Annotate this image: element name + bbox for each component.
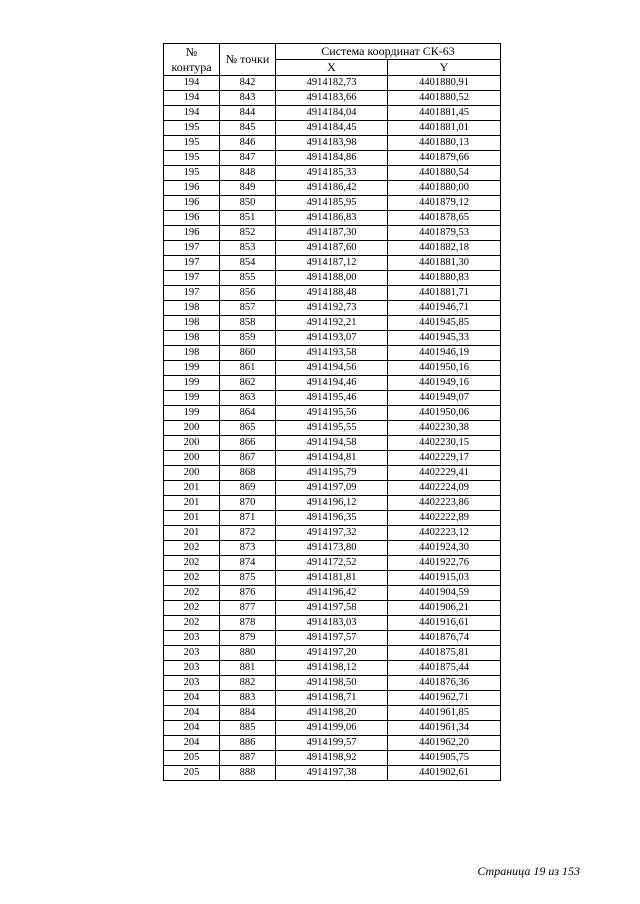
cell-y: 4401902,61 <box>388 766 501 781</box>
cell-contour: 196 <box>164 196 220 211</box>
cell-y: 4402224,09 <box>388 481 501 496</box>
cell-y: 4401961,85 <box>388 706 501 721</box>
cell-y: 4402223,12 <box>388 526 501 541</box>
table-row <box>164 421 501 436</box>
cell-x: 4914197,57 <box>276 631 388 646</box>
cell-point: 876 <box>220 586 276 601</box>
cell-y: 4401876,36 <box>388 676 501 691</box>
cell-point: 857 <box>220 301 276 316</box>
cell-point: 873 <box>220 541 276 556</box>
table-row <box>164 616 501 631</box>
header-contour-line1: № <box>185 44 198 59</box>
cell-point: 860 <box>220 346 276 361</box>
cell-contour: 195 <box>164 136 220 151</box>
cell-point: 847 <box>220 151 276 166</box>
cell-contour: 204 <box>164 736 220 751</box>
cell-x: 4914187,60 <box>276 241 388 256</box>
table-row <box>164 106 501 121</box>
table-row <box>164 241 501 256</box>
cell-point: 875 <box>220 571 276 586</box>
cell-point: 869 <box>220 481 276 496</box>
cell-x: 4914185,95 <box>276 196 388 211</box>
cell-contour: 199 <box>164 391 220 406</box>
cell-point: 885 <box>220 721 276 736</box>
cell-y: 4401880,13 <box>388 136 501 151</box>
cell-contour: 204 <box>164 691 220 706</box>
cell-contour: 201 <box>164 481 220 496</box>
cell-point: 849 <box>220 181 276 196</box>
cell-contour: 195 <box>164 166 220 181</box>
cell-y: 4402222,89 <box>388 511 501 526</box>
cell-y: 4401881,45 <box>388 106 501 121</box>
cell-point: 859 <box>220 331 276 346</box>
cell-contour: 194 <box>164 76 220 91</box>
cell-x: 4914184,45 <box>276 121 388 136</box>
cell-x: 4914192,73 <box>276 301 388 316</box>
cell-contour: 198 <box>164 316 220 331</box>
cell-contour: 198 <box>164 346 220 361</box>
cell-y: 4401924,30 <box>388 541 501 556</box>
table-row <box>164 751 501 766</box>
cell-contour: 205 <box>164 766 220 781</box>
cell-point: 861 <box>220 361 276 376</box>
table-row <box>164 211 501 226</box>
cell-x: 4914195,79 <box>276 466 388 481</box>
cell-contour: 200 <box>164 466 220 481</box>
table-row <box>164 166 501 181</box>
cell-point: 855 <box>220 271 276 286</box>
cell-x: 4914187,12 <box>276 256 388 271</box>
cell-contour: 196 <box>164 211 220 226</box>
cell-contour: 197 <box>164 286 220 301</box>
cell-point: 884 <box>220 706 276 721</box>
table-row <box>164 436 501 451</box>
table-row <box>164 586 501 601</box>
cell-point: 882 <box>220 676 276 691</box>
cell-point: 883 <box>220 691 276 706</box>
cell-y: 4401905,75 <box>388 751 501 766</box>
cell-x: 4914198,20 <box>276 706 388 721</box>
table-row <box>164 406 501 421</box>
cell-contour: 199 <box>164 406 220 421</box>
cell-x: 4914197,32 <box>276 526 388 541</box>
table-row <box>164 661 501 676</box>
cell-contour: 196 <box>164 181 220 196</box>
cell-point: 871 <box>220 511 276 526</box>
cell-x: 4914196,35 <box>276 511 388 526</box>
cell-contour: 200 <box>164 436 220 451</box>
cell-x: 4914198,92 <box>276 751 388 766</box>
cell-x: 4914185,33 <box>276 166 388 181</box>
cell-point: 877 <box>220 601 276 616</box>
cell-point: 881 <box>220 661 276 676</box>
cell-x: 4914197,09 <box>276 481 388 496</box>
table-row <box>164 271 501 286</box>
cell-y: 4401949,07 <box>388 391 501 406</box>
table-row <box>164 571 501 586</box>
table-body <box>164 76 501 781</box>
cell-y: 4401875,44 <box>388 661 501 676</box>
table-row <box>164 601 501 616</box>
table-row <box>164 691 501 706</box>
table-row <box>164 631 501 646</box>
cell-y: 4401881,01 <box>388 121 501 136</box>
cell-y: 4401882,18 <box>388 241 501 256</box>
cell-x: 4914198,12 <box>276 661 388 676</box>
cell-x: 4914194,56 <box>276 361 388 376</box>
cell-contour: 205 <box>164 751 220 766</box>
table-row <box>164 376 501 391</box>
cell-contour: 204 <box>164 721 220 736</box>
cell-x: 4914181,81 <box>276 571 388 586</box>
table-row <box>164 466 501 481</box>
table-row <box>164 346 501 361</box>
cell-point: 886 <box>220 736 276 751</box>
cell-point: 845 <box>220 121 276 136</box>
table-row <box>164 361 501 376</box>
cell-y: 4401878,65 <box>388 211 501 226</box>
table-row <box>164 91 501 106</box>
table-row <box>164 316 501 331</box>
cell-point: 848 <box>220 166 276 181</box>
cell-contour: 202 <box>164 601 220 616</box>
cell-x: 4914196,42 <box>276 586 388 601</box>
cell-point: 856 <box>220 286 276 301</box>
cell-contour: 204 <box>164 706 220 721</box>
table-row <box>164 481 501 496</box>
cell-y: 4401881,30 <box>388 256 501 271</box>
cell-y: 4401879,12 <box>388 196 501 211</box>
cell-y: 4401922,76 <box>388 556 501 571</box>
table-row <box>164 76 501 91</box>
cell-point: 879 <box>220 631 276 646</box>
cell-point: 843 <box>220 91 276 106</box>
cell-x: 4914199,06 <box>276 721 388 736</box>
table-row <box>164 721 501 736</box>
cell-point: 866 <box>220 436 276 451</box>
cell-x: 4914197,38 <box>276 766 388 781</box>
header-point: № точки <box>220 44 276 76</box>
cell-contour: 197 <box>164 271 220 286</box>
table-row <box>164 676 501 691</box>
cell-x: 4914192,21 <box>276 316 388 331</box>
table-row <box>164 196 501 211</box>
cell-y: 4401880,52 <box>388 91 501 106</box>
cell-y: 4401881,71 <box>388 286 501 301</box>
table-row <box>164 136 501 151</box>
cell-point: 870 <box>220 496 276 511</box>
cell-contour: 201 <box>164 496 220 511</box>
table-row <box>164 646 501 661</box>
table-row <box>164 541 501 556</box>
header-coordinate-system: Система координат СК-63 <box>276 44 501 60</box>
cell-contour: 203 <box>164 661 220 676</box>
cell-x: 4914184,04 <box>276 106 388 121</box>
cell-point: 846 <box>220 136 276 151</box>
cell-x: 4914197,20 <box>276 646 388 661</box>
cell-x: 4914184,86 <box>276 151 388 166</box>
cell-y: 4401950,16 <box>388 361 501 376</box>
cell-x: 4914187,30 <box>276 226 388 241</box>
cell-point: 887 <box>220 751 276 766</box>
cell-contour: 199 <box>164 361 220 376</box>
cell-point: 851 <box>220 211 276 226</box>
cell-contour: 196 <box>164 226 220 241</box>
table-row <box>164 496 501 511</box>
cell-point: 854 <box>220 256 276 271</box>
cell-x: 4914193,07 <box>276 331 388 346</box>
table-row <box>164 256 501 271</box>
cell-y: 4401946,71 <box>388 301 501 316</box>
cell-contour: 203 <box>164 676 220 691</box>
cell-y: 4402229,17 <box>388 451 501 466</box>
cell-x: 4914188,48 <box>276 286 388 301</box>
cell-y: 4401915,03 <box>388 571 501 586</box>
cell-point: 852 <box>220 226 276 241</box>
table-row <box>164 151 501 166</box>
cell-contour: 197 <box>164 256 220 271</box>
cell-point: 878 <box>220 616 276 631</box>
cell-contour: 202 <box>164 571 220 586</box>
cell-point: 874 <box>220 556 276 571</box>
cell-point: 844 <box>220 106 276 121</box>
cell-y: 4402229,41 <box>388 466 501 481</box>
table-header <box>164 44 501 76</box>
cell-x: 4914195,46 <box>276 391 388 406</box>
cell-x: 4914186,42 <box>276 181 388 196</box>
cell-x: 4914183,98 <box>276 136 388 151</box>
table-row <box>164 301 501 316</box>
table-row <box>164 451 501 466</box>
cell-contour: 203 <box>164 646 220 661</box>
cell-y: 4401880,00 <box>388 181 501 196</box>
cell-y: 4401906,21 <box>388 601 501 616</box>
cell-contour: 201 <box>164 511 220 526</box>
cell-x: 4914183,03 <box>276 616 388 631</box>
cell-x: 4914197,58 <box>276 601 388 616</box>
cell-y: 4402230,15 <box>388 436 501 451</box>
cell-contour: 198 <box>164 301 220 316</box>
table-row <box>164 331 501 346</box>
cell-x: 4914195,55 <box>276 421 388 436</box>
cell-y: 4402230,38 <box>388 421 501 436</box>
cell-y: 4401879,66 <box>388 151 501 166</box>
header-contour-line2: контура <box>171 59 212 74</box>
cell-y: 4401904,59 <box>388 586 501 601</box>
cell-contour: 202 <box>164 556 220 571</box>
cell-point: 863 <box>220 391 276 406</box>
table-row <box>164 706 501 721</box>
cell-point: 867 <box>220 451 276 466</box>
cell-x: 4914199,57 <box>276 736 388 751</box>
cell-contour: 201 <box>164 526 220 541</box>
cell-y: 4401961,34 <box>388 721 501 736</box>
cell-x: 4914182,73 <box>276 76 388 91</box>
header-y: Y <box>388 60 501 76</box>
table-row <box>164 391 501 406</box>
table-row <box>164 181 501 196</box>
cell-point: 864 <box>220 406 276 421</box>
cell-point: 865 <box>220 421 276 436</box>
cell-y: 4401880,91 <box>388 76 501 91</box>
cell-point: 858 <box>220 316 276 331</box>
cell-x: 4914186,83 <box>276 211 388 226</box>
cell-y: 4401962,20 <box>388 736 501 751</box>
cell-y: 4401962,71 <box>388 691 501 706</box>
cell-contour: 202 <box>164 586 220 601</box>
cell-y: 4401945,33 <box>388 331 501 346</box>
cell-y: 4401880,83 <box>388 271 501 286</box>
coordinates-table <box>163 43 501 781</box>
cell-y: 4401950,06 <box>388 406 501 421</box>
cell-contour: 200 <box>164 421 220 436</box>
cell-contour: 200 <box>164 451 220 466</box>
cell-x: 4914194,46 <box>276 376 388 391</box>
cell-x: 4914194,81 <box>276 451 388 466</box>
cell-x: 4914198,71 <box>276 691 388 706</box>
cell-point: 868 <box>220 466 276 481</box>
cell-contour: 197 <box>164 241 220 256</box>
table-row <box>164 736 501 751</box>
cell-contour: 202 <box>164 616 220 631</box>
cell-contour: 199 <box>164 376 220 391</box>
cell-point: 872 <box>220 526 276 541</box>
cell-contour: 198 <box>164 331 220 346</box>
cell-contour: 195 <box>164 151 220 166</box>
cell-contour: 202 <box>164 541 220 556</box>
cell-y: 4401946,19 <box>388 346 501 361</box>
cell-y: 4401880,54 <box>388 166 501 181</box>
table-row <box>164 286 501 301</box>
table-row <box>164 121 501 136</box>
cell-x: 4914183,66 <box>276 91 388 106</box>
cell-x: 4914172,52 <box>276 556 388 571</box>
cell-y: 4401945,85 <box>388 316 501 331</box>
cell-y: 4401916,61 <box>388 616 501 631</box>
cell-contour: 195 <box>164 121 220 136</box>
cell-x: 4914194,58 <box>276 436 388 451</box>
cell-x: 4914173,80 <box>276 541 388 556</box>
page-number: Страница 19 из 153 <box>477 864 580 878</box>
cell-point: 862 <box>220 376 276 391</box>
table-row <box>164 556 501 571</box>
cell-x: 4914188,00 <box>276 271 388 286</box>
cell-contour: 194 <box>164 91 220 106</box>
cell-y: 4401879,53 <box>388 226 501 241</box>
cell-contour: 194 <box>164 106 220 121</box>
cell-x: 4914195,56 <box>276 406 388 421</box>
cell-point: 888 <box>220 766 276 781</box>
table-row <box>164 526 501 541</box>
cell-contour: 203 <box>164 631 220 646</box>
cell-point: 880 <box>220 646 276 661</box>
cell-point: 853 <box>220 241 276 256</box>
cell-y: 4401875,81 <box>388 646 501 661</box>
cell-y: 4401949,16 <box>388 376 501 391</box>
table-row <box>164 766 501 781</box>
header-contour <box>164 44 220 76</box>
cell-point: 842 <box>220 76 276 91</box>
table-row <box>164 511 501 526</box>
cell-x: 4914198,50 <box>276 676 388 691</box>
cell-x: 4914196,12 <box>276 496 388 511</box>
cell-point: 850 <box>220 196 276 211</box>
cell-y: 4401876,74 <box>388 631 501 646</box>
table-row <box>164 226 501 241</box>
cell-x: 4914193,58 <box>276 346 388 361</box>
cell-y: 4402223,86 <box>388 496 501 511</box>
header-x: X <box>276 60 388 76</box>
